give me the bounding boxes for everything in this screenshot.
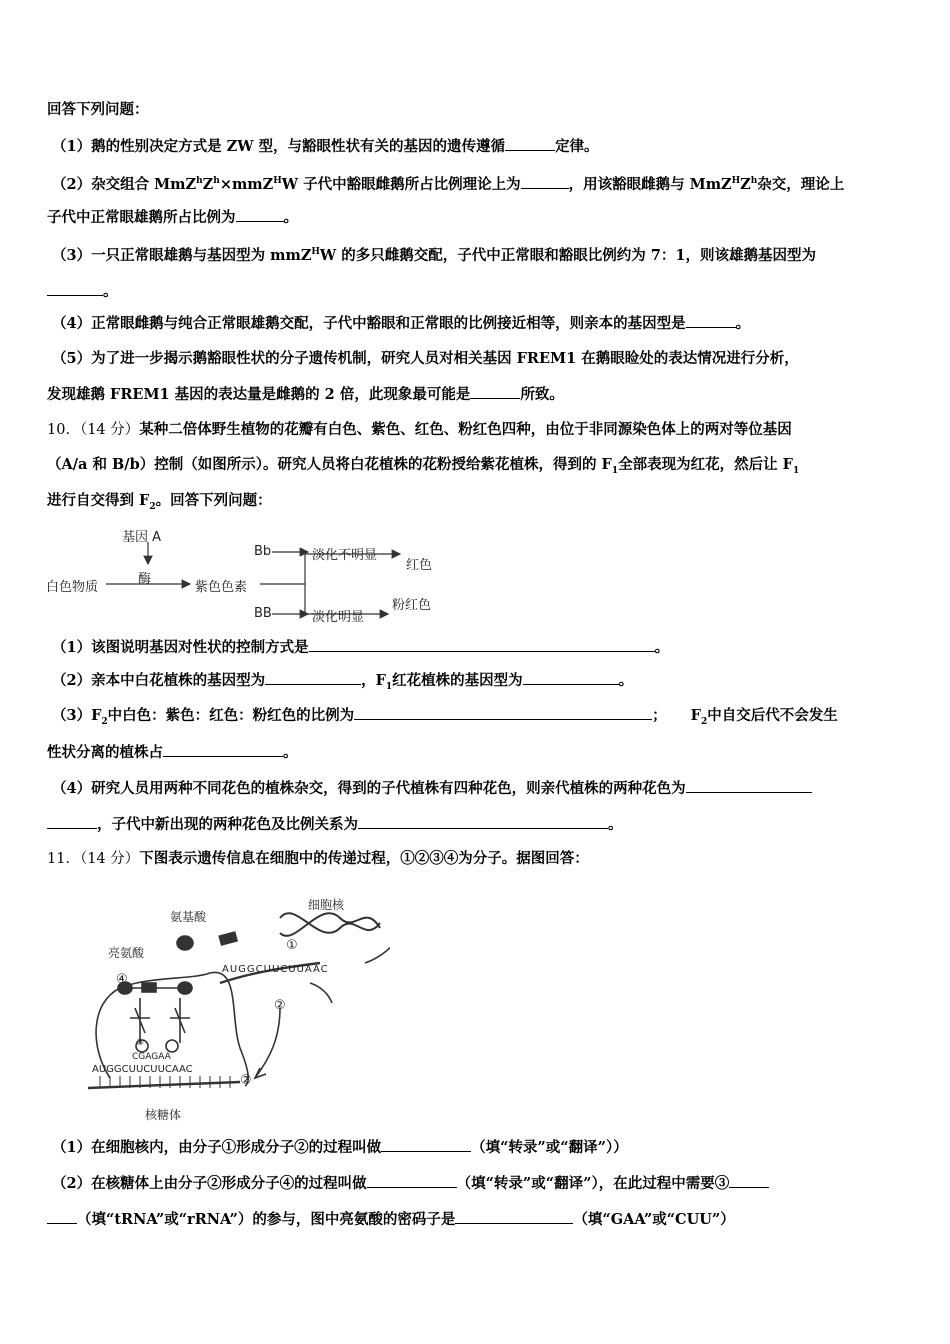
trna-2 bbox=[170, 998, 190, 1043]
purple-pigment-label: 紫色色素 bbox=[195, 580, 248, 595]
q9-part1: （1）鹅的性别决定方式是 ZW 型，与豁眼性状有关的基因的遗传遵循 定律。 bbox=[52, 138, 599, 155]
enzyme-label: 酶 bbox=[138, 572, 152, 587]
q9-part2: （2）杂交组合 $MmZ^hZ^h\times mmZ^HW$ 子代中豁眼雌鹅所占比例理论上为 ，用该豁眼雌鹅与 $MmZ^HZ^h$杂交，理论上 bbox=[52, 175, 845, 193]
q11-part2: （2）在核糖体上由分子②形成分子④的过程叫做 （填“转录”或“翻译”），在此过程中需要③ bbox=[52, 1173, 769, 1194]
blank[interactable] bbox=[47, 281, 103, 296]
q10-part3-cont: 性状分离的植株占 。 bbox=[47, 744, 298, 761]
blank[interactable] bbox=[381, 1137, 471, 1152]
fade-strong-label: 淡化明显 bbox=[312, 610, 365, 625]
blank[interactable] bbox=[309, 637, 655, 652]
trna-1 bbox=[130, 998, 150, 1043]
q11-translation-diagram bbox=[80, 888, 390, 1123]
gene-a-label: 基因 A bbox=[122, 530, 162, 545]
q9-part5-cont: 发现雄鹅 FREM1 基因的表达量是雌鹅的 2 倍，此现象最可能是 所致。 bbox=[47, 386, 564, 403]
blank[interactable] bbox=[505, 136, 555, 151]
circle-2-bottom: ② bbox=[240, 1073, 252, 1088]
q9-part2-cont: 子代中正常眼雄鹅所占比例为 。 bbox=[47, 209, 298, 226]
ribosome-label: 核糖体 bbox=[145, 1108, 182, 1122]
blank[interactable] bbox=[236, 207, 284, 222]
blank[interactable] bbox=[265, 670, 361, 685]
q11-part1: （1）在细胞核内，由分子①形成分子②的过程叫做 （填“转录”或“翻译”）） bbox=[52, 1139, 628, 1156]
blank[interactable] bbox=[47, 814, 97, 829]
blank[interactable] bbox=[686, 313, 736, 328]
leucine-label: 亮氨酸 bbox=[108, 946, 145, 960]
blank[interactable] bbox=[358, 814, 608, 829]
q11-stem: 11．（14 分）下图表示遗传信息在细胞中的传递过程，①②③④为分子。据图回答： bbox=[47, 850, 589, 867]
circle-2-top: ② bbox=[274, 998, 286, 1013]
blank[interactable] bbox=[455, 1209, 573, 1224]
amino-acid bbox=[177, 936, 193, 950]
bb1-label: Bb bbox=[254, 544, 272, 559]
mrna-bottom bbox=[88, 1082, 240, 1088]
blank[interactable] bbox=[521, 174, 569, 189]
q11-part2-cont: （填“tRNA”或“rRNA”）的参与，图中亮氨酸的密码子是 （填“GAA”或“CUU”） bbox=[47, 1209, 735, 1230]
q10-stem-1: 10．（14 分）某种二倍体野生植物的花瓣有白色、紫色、红色、粉红色四种，由位于非同源染色体上的两对等位基因 bbox=[47, 421, 792, 438]
nucleus-label: 细胞核 bbox=[308, 898, 345, 912]
q10-part2: （2）亲本中白花植株的基因型为 ，$F_1$红花植株的基因型为 。 bbox=[52, 672, 634, 692]
q9-part4: （4）正常眼雌鹅与纯合正常眼雄鹅交配，子代中豁眼和正常眼的比例接近相等，则亲本的基因型是 。 bbox=[52, 315, 751, 332]
blank[interactable] bbox=[163, 742, 283, 757]
mrna-bottom-sequence: AUGGCUUCUUCAAC bbox=[92, 1064, 193, 1075]
q10-stem-2: （A/a 和 B/b）控制（如图所示）。研究人员将白花植株的花粉授给紫花植株，得到的 $F_1$全部表现为红花，然后让 $F_1$ bbox=[47, 456, 800, 476]
q9-part3: （3）一只正常眼雄鹅与基因型为 mmZ$^H$W 的多只雌鹅交配，子代中正常眼和豁眼比例约为 7：1，则该雄鹅基因型为 bbox=[52, 246, 816, 264]
q9-intro: 回答下列问题： bbox=[47, 101, 149, 118]
arrow-transcription bbox=[255, 1008, 280, 1078]
q10-part3: $(3)F_2$中白色：紫色：红色：粉红色的比例为 ； $F_2$中自交后代不会发生 bbox=[52, 707, 838, 727]
pink-label: 粉红色 bbox=[392, 598, 432, 613]
amino-acid-label: 氨基酸 bbox=[170, 910, 207, 924]
blank[interactable] bbox=[686, 778, 812, 793]
blank[interactable] bbox=[367, 1173, 457, 1188]
q9-part3-cont: 。 bbox=[47, 281, 118, 302]
q10-part1: （1）该图说明基因对性状的控制方式是 。 bbox=[52, 639, 670, 656]
q10-pathway-diagram bbox=[40, 522, 460, 632]
anticodon-sequence: CGAGAA bbox=[132, 1052, 171, 1062]
red-label: 红色 bbox=[406, 558, 433, 573]
circle-4: ④ bbox=[116, 972, 128, 987]
q10-part4: （4）研究人员用两种不同花色的植株杂交，得到的子代植株有四种花色，则亲代植株的两种花色为 bbox=[52, 778, 812, 799]
q10-part4-cont: ，子代中新出现的两种花色及比例关系为 。 bbox=[47, 814, 623, 835]
q10-stem-3: 进行自交得到 $F_2$。回答下列问题： bbox=[47, 492, 272, 512]
blank[interactable] bbox=[470, 384, 520, 399]
fade-weak-label: 淡化不明显 bbox=[312, 548, 378, 563]
mrna-top-sequence: AUGGCUUCUUAAC bbox=[222, 964, 329, 975]
circle-3: ③ bbox=[136, 1038, 145, 1048]
circle-1: ① bbox=[286, 938, 298, 953]
blank[interactable] bbox=[354, 705, 652, 720]
blank[interactable] bbox=[729, 1173, 769, 1188]
white-substance-label: 白色物质 bbox=[46, 580, 99, 595]
blank[interactable] bbox=[47, 1209, 77, 1224]
dna-helix bbox=[280, 913, 380, 933]
blank[interactable] bbox=[523, 670, 619, 685]
q9-part5: （5）为了进一步揭示鹅豁眼性状的分子遗传机制，研究人员对相关基因 FREM1 在鹅眼睑处的表达情况进行分析， bbox=[52, 350, 799, 367]
bb2-label: BB bbox=[254, 606, 272, 621]
